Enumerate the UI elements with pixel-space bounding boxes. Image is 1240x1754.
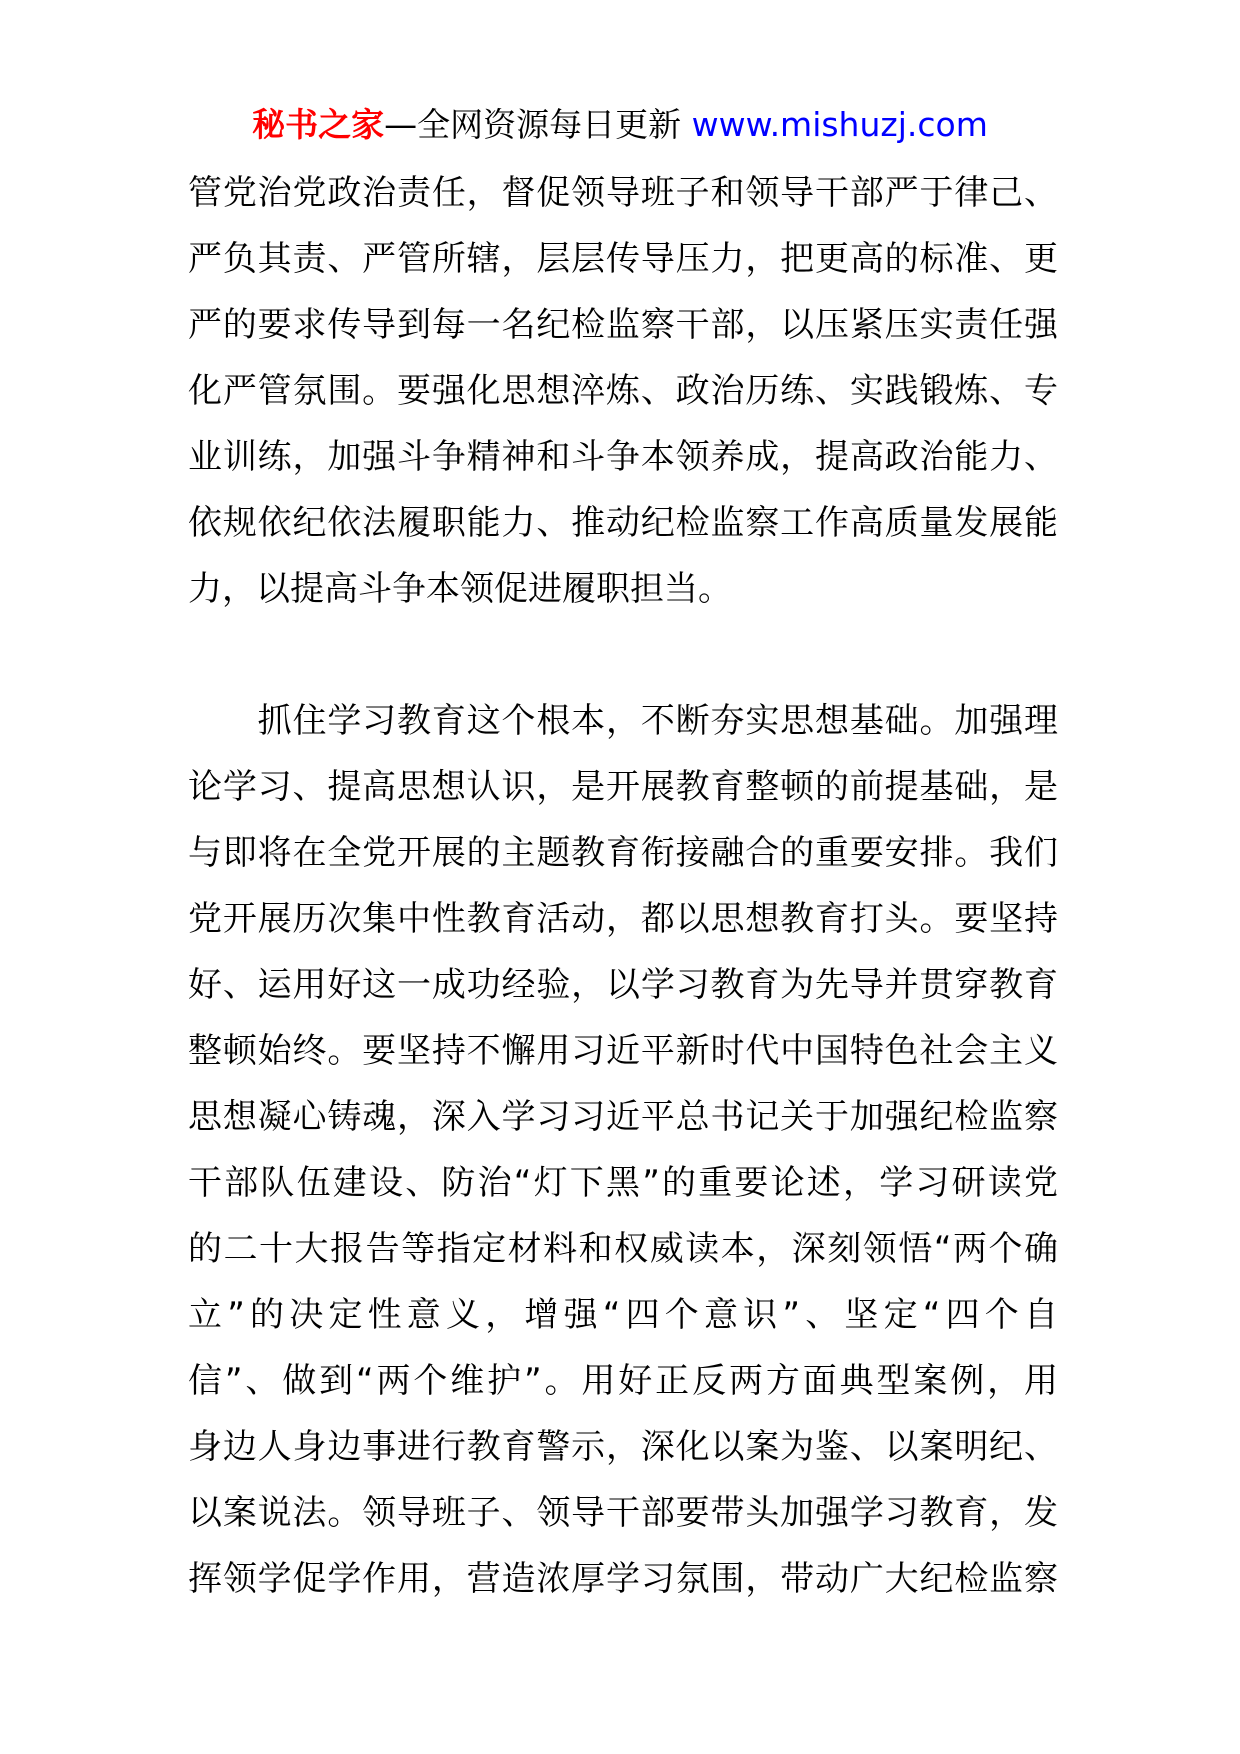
text-line: 党开展历次集中性教育活动，都以思想教育打头。要坚持 [188, 899, 1058, 939]
text-line: 严的要求传导到每一名纪检监察干部，以压紧压实责任强 [188, 305, 1058, 345]
brand-name: 秘书之家 [252, 105, 385, 144]
text-line: 好、运用好这一成功经验，以学习教育为先导并贯穿教育 [188, 965, 1058, 1005]
text-line: 挥领学促学作用，营造浓厚学习氛围，带动广大纪检监察 [188, 1559, 1058, 1599]
text-line: 管党治党政治责任，督促领导班子和领导干部严于律己、 [188, 173, 1058, 213]
text-line: 与即将在全党开展的主题教育衔接融合的重要安排。我们 [188, 833, 1058, 873]
text-line: 思想凝心铸魂，深入学习习近平总书记关于加强纪检监察 [188, 1097, 1058, 1137]
text-line: 抓住学习教育这个根本，不断夯实思想基础。加强理 [188, 701, 1058, 741]
text-line: 身边人身边事进行教育警示，深化以案为鉴、以案明纪、 [188, 1427, 1058, 1467]
text-line: 以案说法。领导班子、领导干部要带头加强学习教育，发 [188, 1493, 1058, 1533]
text-line: 化严管氛围。要强化思想淬炼、政治历练、实践锻炼、专 [188, 371, 1058, 411]
site-url-link[interactable]: www.mishuzj.com [691, 105, 988, 144]
text-line: 整顿始终。要坚持不懈用习近平新时代中国特色社会主义 [188, 1031, 1058, 1071]
paragraph [188, 160, 1058, 622]
text-line: 论学习、提高思想认识，是开展教育整顿的前提基础，是 [188, 767, 1058, 807]
text-line: 力，以提高斗争本领促进履职担当。 [188, 569, 732, 609]
text-line: 的二十大报告等指定材料和权威读本，深刻领悟“两个确 [188, 1229, 1058, 1269]
text-line: 立”的决定性意义，增强“四个意识”、坚定“四个自 [188, 1295, 1058, 1335]
text-line: 干部队伍建设、防治“灯下黑”的重要论述，学习研读党 [188, 1163, 1058, 1203]
document-body [188, 160, 1058, 1612]
text-line: 信”、做到“两个维护”。用好正反两方面典型案例，用 [188, 1361, 1058, 1401]
paragraph-spacer [188, 622, 1058, 688]
paragraph [188, 688, 1058, 1612]
text-line: 依规依纪依法履职能力、推动纪检监察工作高质量发展能 [188, 503, 1058, 543]
header-tagline: —全网资源每日更新 [384, 105, 682, 144]
text-line: 严负其责、严管所辖，层层传导压力，把更高的标准、更 [188, 239, 1058, 279]
text-line: 业训练，加强斗争精神和斗争本领养成，提高政治能力、 [188, 437, 1058, 477]
page-header [0, 103, 1240, 147]
